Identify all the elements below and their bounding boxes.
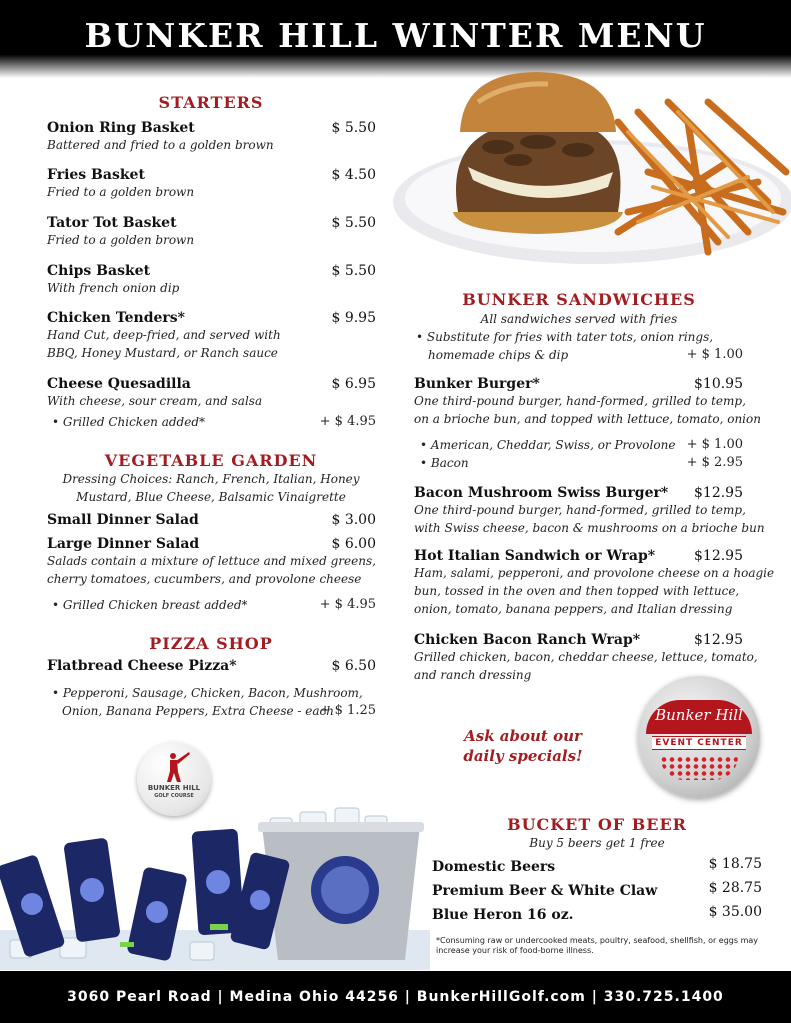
substitute-label: Substitute for fries with tater tots, onion rings,	[426, 330, 714, 344]
beer-bucket-photo	[0, 800, 430, 970]
item-name: Chips Basket	[47, 263, 151, 279]
substitute-price: + $ 1.00	[686, 347, 743, 362]
item-price: $ 6.50	[331, 658, 376, 674]
addon-line: • American, Cheddar, Swiss, or Provolone + $ 1.00	[420, 437, 743, 452]
beer-name: Blue Heron 16 oz.	[432, 907, 574, 923]
beer-row	[432, 904, 762, 923]
item-name: Bunker Burger*	[414, 376, 540, 392]
badge-subtitle: EVENT CENTER	[652, 736, 746, 750]
beer-price: $ 28.75	[708, 880, 762, 896]
beer-price: $ 35.00	[708, 904, 762, 920]
disclaimer-line: increase your risk of food-borne illness.	[436, 946, 594, 955]
menu-item	[414, 376, 761, 428]
item-description: onion, tomato, banana peppers, and Italian dressing	[414, 602, 733, 616]
garden-note-line: Dressing Choices: Ranch, French, Italian, Honey	[62, 472, 360, 486]
item-name: Flatbread Cheese Pizza*	[47, 658, 237, 674]
beer-row	[432, 856, 762, 875]
daily-specials-callout	[448, 726, 598, 766]
addon-line: • Grilled Chicken breast added* + $ 4.95	[52, 597, 376, 612]
item-name: Large Dinner Salad	[47, 536, 200, 552]
item-name: Tator Tot Basket	[47, 215, 177, 231]
golf-logo-text	[137, 784, 211, 800]
menu-item	[47, 536, 376, 588]
beer-name: Domestic Beers	[432, 859, 556, 875]
item-name: Fries Basket	[47, 167, 145, 183]
beer-price: $ 18.75	[708, 856, 762, 872]
item-price: $12.95	[694, 548, 743, 564]
item-price: $ 3.00	[331, 512, 376, 528]
substitute-line: • Substitute for fries with tater tots, onion rings,	[416, 330, 714, 344]
item-description: and ranch dressing	[414, 668, 532, 682]
item-description: BBQ, Honey Mustard, or Ranch sauce	[47, 346, 278, 360]
beer-row	[432, 880, 762, 899]
item-description: on a brioche bun, and topped with lettuce, tomato, onion	[414, 412, 761, 426]
beer-note: Buy 5 beers get 1 free	[529, 836, 665, 850]
addon-line: • Bacon + $ 2.95	[420, 455, 743, 470]
menu-item	[47, 376, 376, 410]
addon-label: Grilled Chicken added*	[62, 415, 206, 429]
item-description: Battered and fried to a golden brown	[47, 138, 274, 152]
menu-item	[47, 512, 376, 528]
item-description: Fried to a golden brown	[47, 185, 195, 199]
addon-price: + $ 4.95	[319, 414, 376, 429]
item-name: Chicken Bacon Ranch Wrap*	[414, 632, 641, 648]
burger-photo	[388, 62, 791, 272]
sandwiches-note: All sandwiches served with fries	[480, 312, 678, 326]
item-price: $12.95	[694, 485, 743, 501]
item-name: Cheese Quesadilla	[47, 376, 191, 392]
menu-item	[47, 658, 376, 674]
item-price: $10.95	[694, 376, 743, 392]
menu-item	[47, 310, 376, 362]
menu-item	[414, 548, 775, 618]
item-description: One third-pound burger, hand-formed, grilled to temp,	[414, 503, 746, 517]
disclaimer-line: *Consuming raw or undercooked meats, poultry, seafood, shellfish, or eggs may	[436, 936, 759, 945]
starters-title: STARTERS	[158, 93, 264, 112]
addon-label: Pepperoni, Sausage, Chicken, Bacon, Mushroom,	[62, 686, 363, 700]
addon-price: + $ 4.95	[319, 597, 376, 612]
menu-item	[47, 263, 376, 297]
item-description: With cheese, sour cream, and salsa	[47, 394, 263, 408]
addon-line: • Pepperoni, Sausage, Chicken, Bacon, Mushroom,	[52, 686, 363, 700]
item-description: bun, tossed in the oven and then topped with lettuce,	[414, 584, 740, 598]
item-price: $ 6.00	[331, 536, 376, 552]
addon-price: + $ 1.25	[319, 703, 376, 718]
sandwiches-title: BUNKER SANDWICHES	[462, 290, 696, 309]
badge-dots	[660, 756, 738, 780]
item-description: Salads contain a mixture of lettuce and mixed greens,	[47, 554, 376, 568]
garden-note	[46, 470, 376, 506]
item-description: with Swiss cheese, bacon & mushrooms on a brioche bun	[414, 521, 765, 535]
item-description: cherry tomatoes, cucumbers, and provolone cheese	[47, 572, 362, 586]
golfer-icon	[137, 744, 211, 786]
garden-title: VEGETABLE GARDEN	[104, 451, 318, 470]
addon-price: + $ 2.95	[686, 455, 743, 470]
menu-item	[47, 120, 376, 154]
event-center-logo	[638, 676, 760, 798]
item-name: Bacon Mushroom Swiss Burger*	[414, 485, 669, 501]
badge-name: Bunker Hill	[655, 706, 743, 724]
item-description: With french onion dip	[47, 281, 180, 295]
addon-label: Grilled Chicken breast added*	[62, 598, 248, 612]
item-price: $ 9.95	[331, 310, 376, 326]
item-price: $ 5.50	[331, 215, 376, 231]
specials-line: daily specials!	[463, 747, 583, 765]
specials-line: Ask about our	[464, 727, 582, 745]
addon-label: Bacon	[430, 456, 469, 470]
addon-price: + $ 1.00	[686, 437, 743, 452]
addon-line	[62, 702, 376, 720]
item-name: Hot Italian Sandwich or Wrap*	[414, 548, 656, 564]
item-description: Fried to a golden brown	[47, 233, 195, 247]
beer-title: BUCKET OF BEER	[507, 815, 687, 834]
addon-label: American, Cheddar, Swiss, or Provolone	[430, 438, 676, 452]
item-price: $12.95	[694, 632, 743, 648]
item-price: $ 5.50	[331, 120, 376, 136]
substitute-label: homemade chips & dip	[428, 348, 569, 362]
item-price: $ 4.50	[331, 167, 376, 183]
menu-item	[414, 485, 765, 537]
footer-bar	[0, 971, 791, 1023]
item-description: Grilled chicken, bacon, cheddar cheese, lettuce, tomato,	[414, 650, 758, 664]
pizza-title: PIZZA SHOP	[149, 634, 273, 653]
contact-info: 3060 Pearl Road | Medina Ohio 44256 | BunkerHillGolf.com | 330.725.1400	[67, 989, 724, 1005]
item-price: $ 5.50	[331, 263, 376, 279]
menu-title: BUNKER HILL WINTER MENU	[84, 16, 707, 55]
garden-note-line: Mustard, Blue Cheese, Balsamic Vinaigrette	[76, 490, 346, 504]
item-description: Ham, salami, pepperoni, and provolone cheese on a hoagie	[414, 566, 775, 580]
addon-line: • Grilled Chicken added* + $ 4.95	[52, 414, 376, 429]
addon-label: Onion, Banana Peppers, Extra Cheese - each	[62, 704, 334, 718]
menu-item	[47, 215, 376, 249]
item-description: One third-pound burger, hand-formed, grilled to temp,	[414, 394, 746, 408]
golf-logo-line: GOLF COURSE	[154, 793, 194, 799]
beer-name: Premium Beer & White Claw	[432, 883, 658, 899]
item-name: Chicken Tenders*	[47, 310, 185, 326]
substitute-line	[428, 346, 743, 364]
menu-item	[47, 167, 376, 201]
item-name: Onion Ring Basket	[47, 120, 195, 136]
item-price: $ 6.95	[331, 376, 376, 392]
item-description: Hand Cut, deep-fried, and served with	[47, 328, 281, 342]
item-name: Small Dinner Salad	[47, 512, 199, 528]
food-safety-disclaimer	[436, 936, 766, 956]
golf-logo-line: BUNKER HILL	[147, 784, 201, 792]
